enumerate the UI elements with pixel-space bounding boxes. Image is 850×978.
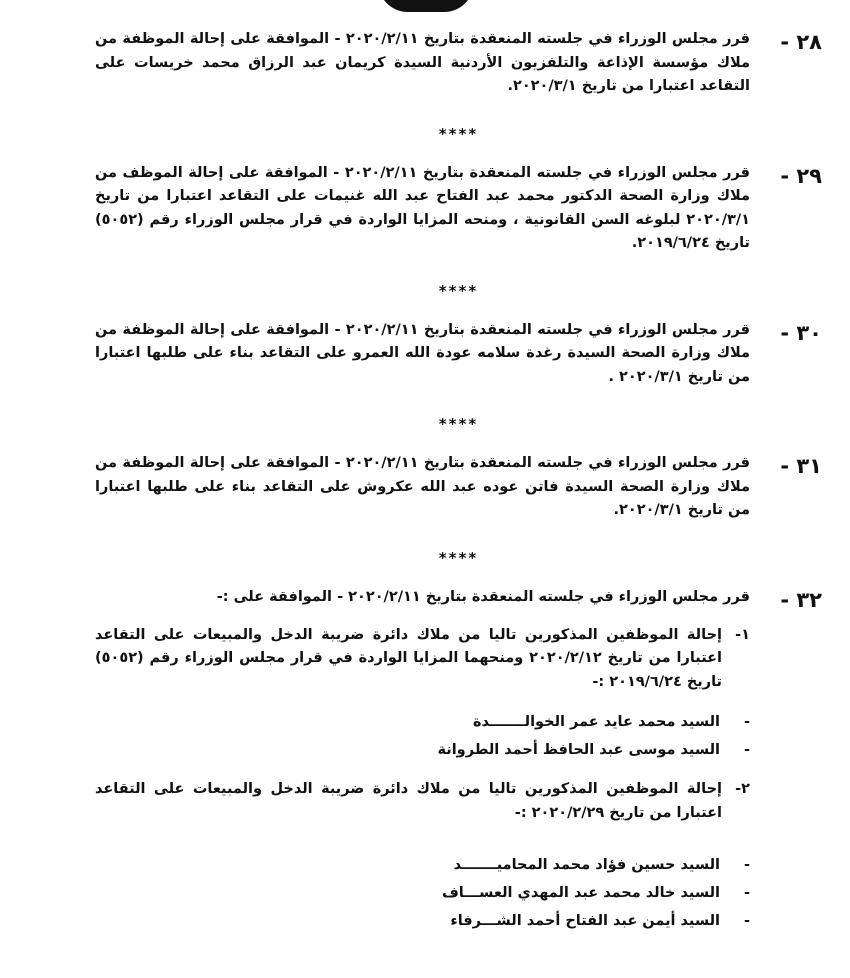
sub-item-body [95,624,750,695]
dash-bullet: - [743,714,750,730]
item-text: قرر مجلس الوزراء في جلسته المنعقدة بتاريخ ٢٠٢٠/٢/١١ - الموافقة على إحالة الموظفة من ملاك وزارة الصحة السيدة رغدة سلامه عودة الله العمرو على التقاعد بناء على طلبها اعتبارا من تاريخ ٢٠٢٠/٣/١ . [95,321,750,385]
decision-item-28 [95,28,822,99]
sub-item-1 [95,624,750,695]
dash-bullet: - [743,742,750,758]
name-row [95,736,750,764]
person-name: السيد موسى عبد الحافظ أحمد الطروانة [437,742,720,758]
item-number: ٢٩ - [780,163,822,188]
separator: **** [438,548,479,567]
name-row [95,879,750,907]
separator: **** [438,281,479,300]
dash-bullet: - [743,913,750,929]
document-page [95,28,822,949]
dash-bullet: - [743,885,750,901]
person-name: السيد حسين فؤاد محمد المحاميـــــــد [453,857,720,873]
item-number: ٢٨ - [780,30,822,54]
sub-item-number: ٢- [735,781,750,797]
sub-item-body [95,778,750,825]
item-number: ٣٢ - [780,587,822,612]
names-list-2 [95,851,750,935]
person-name: السيد محمد عايد عمر الخوالـــــــدة [473,714,720,730]
name-row [95,851,750,879]
item-text: قرر مجلس الوزراء في جلسته المنعقدة بتاريخ ٢٠٢٠/٢/١١ - الموافقة على إحالة الموظف من ملاك وزارة الصحة الدكتور محمد عبد الفتاح عبد الله غنيمات على التقاعد اعتبارا من تاريخ ٢٠٢٠/٣/١ لبلوغه السن القانونية ، ومنحه المزايا الواردة في قرار مجلس الوزراء رقم (٥٠٥٢) تاريخ ٢٠١٩/٦/٢٤. [95,164,750,251]
separator: **** [438,124,479,143]
item-text: قرر مجلس الوزراء في جلسته المنعقدة بتاريخ ٢٠٢٠/٢/١١ - الموافقة على إحالة الموظفة من ملاك مؤسسة الإذاعة والتلفزيون الأردنية السيدة كريمان عبد الرزاق محمد خريسات على التقاعد اعتبارا من تاريخ ٢٠٢٠/٣/١. [95,31,750,94]
decision-item-31 [95,452,822,523]
item-text: قرر مجلس الوزراء في جلسته المنعقدة بتاريخ ٢٠٢٠/٢/١١ - الموافقة على إحالة الموظفة من ملاك وزارة الصحة السيدة فاتن عوده عبد الله عكروش على التقاعد بناء على طلبها اعتبارا من تاريخ ٢٠٢٠/٣/١. [95,455,750,518]
page-top-decoration [378,0,474,12]
person-name: السيد أيمن عبد الفتاح أحمد الشـــرفاء [450,913,720,929]
names-list-1 [95,708,750,764]
item-number: ٣٠ - [780,320,822,345]
decision-item-29 [95,162,822,256]
name-row [95,708,750,736]
item-text: قرر مجلس الوزراء في جلسته المنعقدة بتاريخ ٢٠٢٠/٢/١١ - الموافقة على :- [216,588,750,605]
name-row [95,907,750,935]
dash-bullet: - [743,857,750,873]
sub-item-2 [95,778,750,825]
sub-item-number: ١- [735,626,750,643]
item-number: ٣١ - [780,454,822,478]
decision-item-32 [95,586,822,614]
separator: **** [438,415,479,433]
decision-item-30 [95,319,822,390]
sub-item-text: إحالة الموظفين المذكورين تاليا من ملاك دائرة ضريبة الدخل والمبيعات على التقاعد اعتبارا من تاريخ ٢٠٢٠/٢/٢٩ :- [95,781,722,821]
person-name: السيد خالد محمد عبد المهدي العســـاف [441,885,720,901]
sub-item-text: إحالة الموظفين المذكورين تاليا من ملاك دائرة ضريبة الدخل والمبيعات على التقاعد اعتبارا من تاريخ ٢٠٢٠/٢/١٢ ومنحهما المزايا الواردة في قرار مجلس الوزراء رقم (٥٠٥٢) تاريخ ٢٠١٩/٦/٢٤ :- [95,626,722,690]
